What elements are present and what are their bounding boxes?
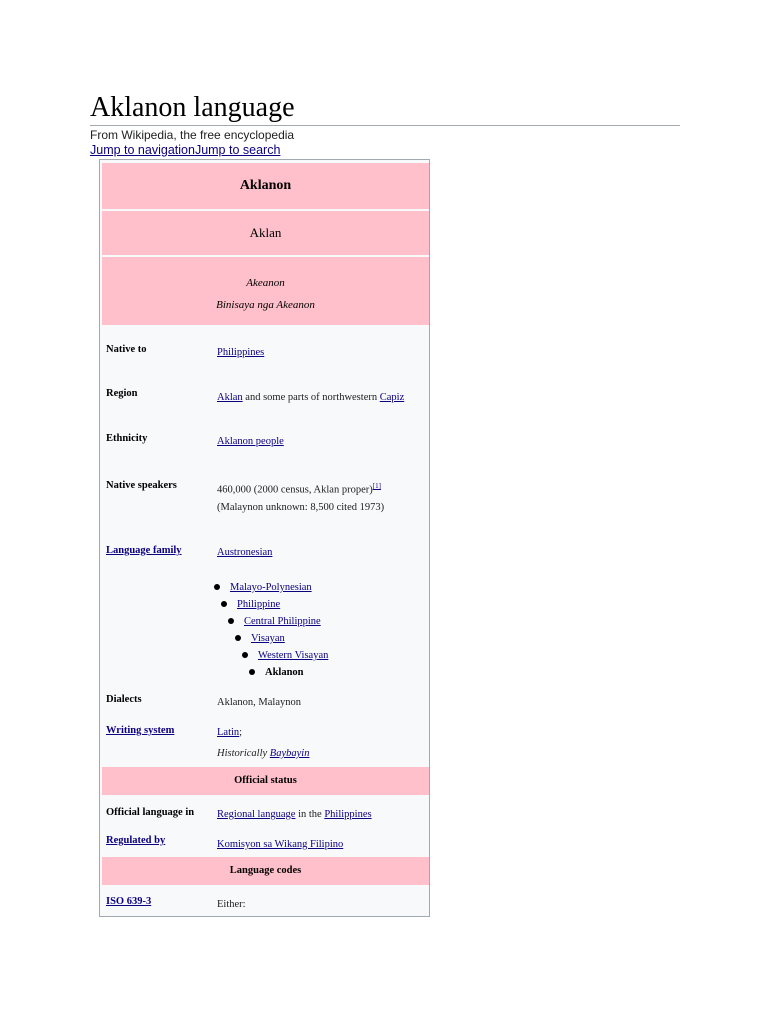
regional-language-link[interactable]: Regional language	[217, 809, 296, 820]
dialects-label: Dialects	[106, 694, 142, 705]
iso-639-3-link[interactable]: ISO 639-3	[106, 896, 152, 907]
native-speakers-label: Native speakers	[106, 480, 177, 491]
malaynon-speakers-value: (Malaynon unknown: 8,500 cited 1973)	[217, 502, 385, 513]
native-to-label: Native to	[106, 344, 147, 355]
reference-1-link[interactable]: [1]	[372, 482, 381, 490]
title-divider	[90, 125, 680, 126]
latin-link[interactable]: Latin	[217, 727, 240, 738]
writing-system-value	[217, 727, 242, 738]
writing-system-link[interactable]: Writing system	[106, 725, 175, 736]
dialects-value: Aklanon, Malaynon	[217, 697, 301, 708]
tree-item	[214, 582, 312, 593]
infobox-alternate-names	[102, 257, 429, 325]
bullet-icon	[242, 652, 248, 658]
official-language-value	[217, 809, 372, 820]
language-family-root	[217, 547, 272, 558]
regulated-by-value	[217, 839, 343, 850]
capiz-link[interactable]: Capiz	[379, 392, 405, 403]
native-speakers-value	[217, 482, 381, 496]
language-family-link[interactable]: Language family	[106, 545, 182, 556]
iso-639-3-value: Either:	[217, 899, 246, 910]
infobox	[99, 159, 430, 917]
bullet-icon	[249, 669, 255, 675]
austronesian-link[interactable]: Austronesian	[217, 547, 273, 558]
site-tagline: From Wikipedia, the free encyclopedia	[90, 128, 295, 142]
tree-item	[221, 599, 280, 610]
central-philippine-link[interactable]: Central Philippine	[244, 616, 321, 627]
tree-item	[235, 633, 285, 644]
page-title: Aklanon language	[90, 92, 295, 123]
visayan-link[interactable]: Visayan	[251, 633, 285, 644]
alt-name-akeanon: Akeanon	[246, 277, 285, 289]
philippines-link[interactable]: Philippines	[217, 347, 265, 358]
historically-text: Historically	[217, 748, 270, 759]
regulated-by-link[interactable]: Regulated by	[106, 835, 166, 846]
aklan-link[interactable]: Aklan	[217, 392, 243, 403]
tree-item-current	[249, 667, 304, 678]
official-language-label: Official language in	[106, 807, 195, 818]
philippines-link-2[interactable]: Philippines	[324, 809, 372, 820]
baybayin-link[interactable]: Baybayin	[269, 748, 310, 759]
speakers-count: 460,000 (2000 census, Aklan proper)	[217, 484, 373, 496]
komisyon-link[interactable]: Komisyon sa Wikang Filipino	[217, 839, 344, 850]
bullet-icon	[221, 601, 227, 607]
region-label: Region	[106, 388, 138, 399]
official-status-header: Official status	[102, 767, 429, 795]
language-codes-header: Language codes	[102, 857, 429, 885]
aklanon-people-link[interactable]: Aklanon people	[217, 436, 284, 447]
jump-links	[90, 143, 280, 157]
philippine-link[interactable]: Philippine	[237, 599, 281, 610]
separator: ;	[239, 727, 243, 738]
region-value	[217, 392, 404, 403]
tree-item	[228, 616, 321, 627]
region-text: and some parts of northwestern	[242, 392, 380, 403]
alt-name-binisaya: Binisaya nga Akeanon	[216, 299, 315, 311]
jump-to-search-link[interactable]: Jump to search	[194, 143, 281, 157]
in-the-text: in the	[295, 809, 325, 820]
aklanon-tree-label: Aklanon	[265, 667, 304, 678]
ethnicity-label: Ethnicity	[106, 433, 148, 444]
bullet-icon	[235, 635, 241, 641]
jump-to-navigation-link[interactable]: Jump to navigation	[90, 143, 195, 157]
ethnicity-value	[217, 436, 284, 447]
western-visayan-link[interactable]: Western Visayan	[258, 650, 329, 661]
historical-script-value	[217, 748, 309, 759]
malayo-polynesian-link[interactable]: Malayo-Polynesian	[230, 582, 312, 593]
tree-item	[242, 650, 328, 661]
bullet-icon	[214, 584, 220, 590]
bullet-icon	[228, 618, 234, 624]
infobox-title: Aklanon	[102, 163, 429, 209]
native-to-value	[217, 347, 264, 358]
infobox-native-name: Aklan	[102, 211, 429, 255]
